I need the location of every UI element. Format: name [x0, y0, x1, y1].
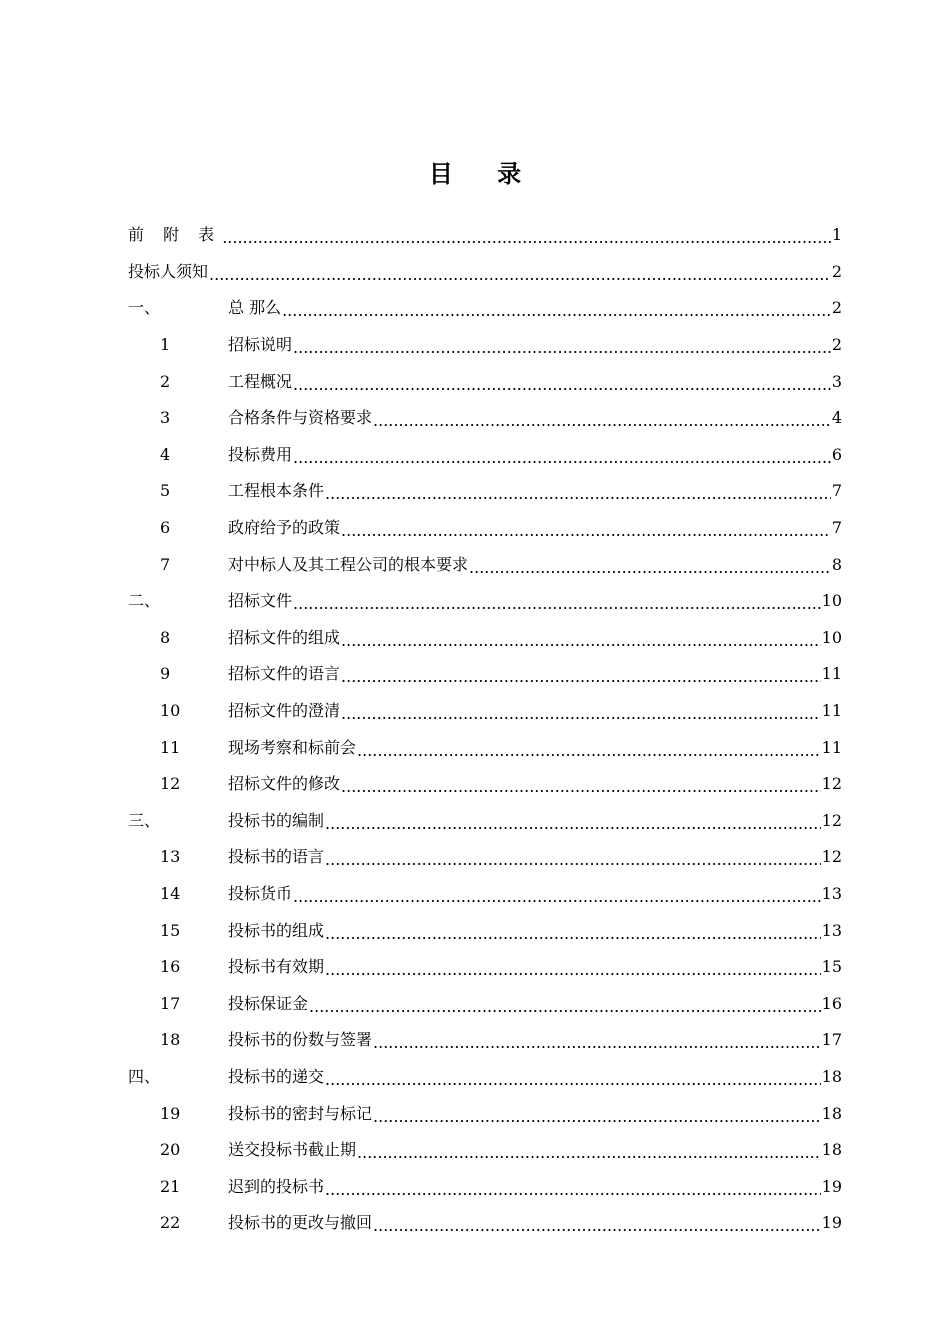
toc-entry-number: 7 — [160, 554, 171, 574]
toc-entry[interactable] — [128, 583, 842, 620]
toc-entry-page: 19 — [821, 1213, 842, 1233]
toc-entry[interactable] — [128, 1205, 842, 1242]
toc-entry-number: 18 — [160, 1030, 181, 1050]
toc-entry-label: 投标书有效期 — [228, 957, 325, 977]
toc-entry[interactable] — [128, 327, 842, 364]
toc-entry-label: 招标文件的组成 — [228, 627, 341, 647]
toc-entry[interactable] — [128, 729, 842, 766]
toc-dot-leader — [341, 631, 821, 651]
toc-entry-page: 19 — [821, 1176, 842, 1196]
toc-entry-number: 10 — [160, 701, 181, 721]
toc-entry-label: 对中标人及其工程公司的根本要求 — [228, 554, 469, 574]
toc-entry[interactable] — [128, 1059, 842, 1096]
toc-entry-page: 13 — [821, 920, 842, 940]
toc-entry[interactable] — [128, 437, 842, 474]
toc-entry-label: 政府给予的政策 — [228, 518, 341, 538]
toc-entry[interactable] — [128, 876, 842, 913]
toc-entry-page: 13 — [821, 883, 842, 903]
toc-entry-page: 8 — [831, 554, 842, 574]
toc-entry-label: 招标文件的澄清 — [228, 701, 341, 721]
toc-entry-number: 8 — [160, 627, 171, 647]
toc-entry-label: 合格条件与资格要求 — [228, 408, 373, 428]
toc-dot-leader — [373, 1216, 821, 1236]
toc-entry-number: 4 — [160, 444, 171, 464]
toc-entry[interactable] — [128, 254, 842, 291]
toc-entry[interactable] — [128, 290, 842, 327]
toc-dot-leader — [293, 594, 821, 614]
toc-dot-leader — [222, 228, 831, 248]
toc-entry-label: 工程根本条件 — [228, 481, 325, 501]
toc-entry-page: 17 — [821, 1030, 842, 1050]
toc-entry-page: 10 — [821, 627, 842, 647]
toc-entry[interactable] — [128, 546, 842, 583]
toc-entry-page: 18 — [821, 1066, 842, 1086]
toc-entry[interactable] — [128, 1168, 842, 1205]
toc-entry-page: 18 — [821, 1103, 842, 1123]
toc-dot-leader — [341, 521, 831, 541]
toc-entry-label: 投标书的份数与签署 — [228, 1030, 373, 1050]
page-title: 目 录 — [428, 159, 540, 188]
toc-entry-page: 11 — [821, 664, 842, 684]
toc-entry[interactable] — [128, 766, 842, 803]
toc-entry-page: 7 — [831, 481, 842, 501]
toc-entry-label: 投标费用 — [228, 444, 293, 464]
table-of-contents — [128, 217, 842, 1242]
toc-entry-page: 10 — [821, 591, 842, 611]
toc-entry-number: 14 — [160, 883, 181, 903]
toc-entry-number: 1 — [160, 335, 171, 355]
toc-dot-leader — [341, 704, 821, 724]
toc-entry-page: 16 — [821, 993, 842, 1013]
toc-entry-page: 1 — [831, 225, 842, 245]
toc-dot-leader — [282, 301, 831, 321]
toc-entry-number: 16 — [160, 957, 181, 977]
toc-entry-number: 12 — [160, 774, 181, 794]
toc-entry-page: 3 — [831, 371, 842, 391]
toc-entry-page: 2 — [831, 298, 842, 318]
toc-dot-leader — [357, 741, 821, 761]
toc-entry[interactable] — [128, 620, 842, 657]
toc-entry[interactable] — [128, 473, 842, 510]
toc-dot-leader — [325, 850, 821, 870]
toc-entry-page: 15 — [821, 957, 842, 977]
toc-entry-label: 招标说明 — [228, 335, 293, 355]
toc-entry-page: 11 — [821, 701, 842, 721]
toc-entry-label: 招标文件 — [228, 591, 293, 611]
toc-entry-number: 17 — [160, 993, 181, 1013]
toc-dot-leader — [325, 960, 821, 980]
toc-entry-number: 四、 — [128, 1066, 161, 1086]
toc-entry-number: 6 — [160, 518, 171, 538]
toc-entry-number: 9 — [160, 664, 171, 684]
toc-entry[interactable] — [128, 803, 842, 840]
toc-entry[interactable] — [128, 1095, 842, 1132]
toc-entry-page: 18 — [821, 1140, 842, 1160]
toc-entry-number: 一、 — [128, 298, 161, 318]
toc-entry-number: 2 — [160, 371, 171, 391]
toc-dot-leader — [293, 887, 821, 907]
toc-entry-page: 12 — [821, 774, 842, 794]
toc-entry-page: 2 — [831, 261, 842, 281]
toc-dot-leader — [325, 1070, 821, 1090]
toc-entry[interactable] — [128, 839, 842, 876]
toc-entry-label: 总 那么 — [228, 298, 282, 318]
toc-entry-page: 2 — [831, 335, 842, 355]
toc-entry-label: 工程概况 — [228, 371, 293, 391]
toc-entry-number: 15 — [160, 920, 181, 940]
toc-entry[interactable] — [128, 985, 842, 1022]
toc-entry-page: 12 — [821, 847, 842, 867]
toc-dot-leader — [373, 1107, 821, 1127]
toc-entry-label: 投标书的语言 — [228, 847, 325, 867]
toc-entry-number: 21 — [160, 1176, 181, 1196]
toc-dot-leader — [325, 814, 821, 834]
toc-entry-label: 送交投标书截止期 — [228, 1140, 357, 1160]
toc-entry-label: 投标书的组成 — [228, 920, 325, 940]
toc-entry-label: 投标书的更改与撤回 — [228, 1213, 373, 1233]
toc-entry-number: 11 — [160, 737, 181, 757]
toc-entry[interactable] — [128, 510, 842, 547]
toc-dot-leader — [325, 1180, 821, 1200]
toc-entry-page: 4 — [831, 408, 842, 428]
toc-dot-leader — [341, 667, 821, 687]
toc-entry-page: 6 — [831, 444, 842, 464]
toc-entry-number: 22 — [160, 1213, 181, 1233]
toc-entry-label: 投标书的递交 — [228, 1066, 325, 1086]
toc-dot-leader — [293, 375, 831, 395]
toc-dot-leader — [341, 777, 821, 797]
toc-entry[interactable] — [128, 217, 842, 254]
toc-dot-leader — [325, 924, 821, 944]
toc-entry[interactable] — [128, 1022, 842, 1059]
toc-dot-leader — [309, 997, 821, 1017]
toc-entry-number: 三、 — [128, 810, 161, 830]
toc-entry-number: 19 — [160, 1103, 181, 1123]
toc-entry[interactable] — [128, 912, 842, 949]
toc-dot-leader — [293, 448, 831, 468]
toc-entry[interactable] — [128, 1132, 842, 1169]
toc-entry-label: 迟到的投标书 — [228, 1176, 325, 1196]
toc-entry[interactable] — [128, 363, 842, 400]
toc-entry-label: 现场考察和标前会 — [228, 737, 357, 757]
toc-entry[interactable] — [128, 656, 842, 693]
toc-entry-label: 投标保证金 — [228, 993, 309, 1013]
toc-entry-label: 投标书的密封与标记 — [228, 1103, 373, 1123]
toc-entry-number: 二、 — [128, 591, 161, 611]
toc-entry[interactable] — [128, 949, 842, 986]
toc-dot-leader — [373, 1033, 821, 1053]
toc-dot-leader — [357, 1143, 821, 1163]
toc-entry-number: 20 — [160, 1140, 181, 1160]
toc-dot-leader — [373, 411, 831, 431]
toc-dot-leader — [209, 265, 831, 285]
toc-entry-page: 12 — [821, 810, 842, 830]
toc-entry-page: 11 — [821, 737, 842, 757]
toc-entry-label: 投标人须知 — [128, 261, 209, 281]
toc-entry-label: 招标文件的语言 — [228, 664, 341, 684]
toc-entry-label: 招标文件的修改 — [228, 774, 341, 794]
toc-entry-label: 前 附 表 — [128, 225, 222, 245]
toc-dot-leader — [469, 558, 831, 578]
toc-entry-label: 投标书的编制 — [228, 810, 325, 830]
toc-entry[interactable] — [128, 693, 842, 730]
toc-entry-number: 5 — [160, 481, 171, 501]
toc-dot-leader — [293, 338, 831, 358]
toc-dot-leader — [325, 484, 831, 504]
toc-entry-number: 3 — [160, 408, 171, 428]
toc-entry-label: 投标货币 — [228, 883, 293, 903]
toc-entry-number: 13 — [160, 847, 181, 867]
toc-entry-page: 7 — [831, 518, 842, 538]
toc-entry[interactable] — [128, 400, 842, 437]
